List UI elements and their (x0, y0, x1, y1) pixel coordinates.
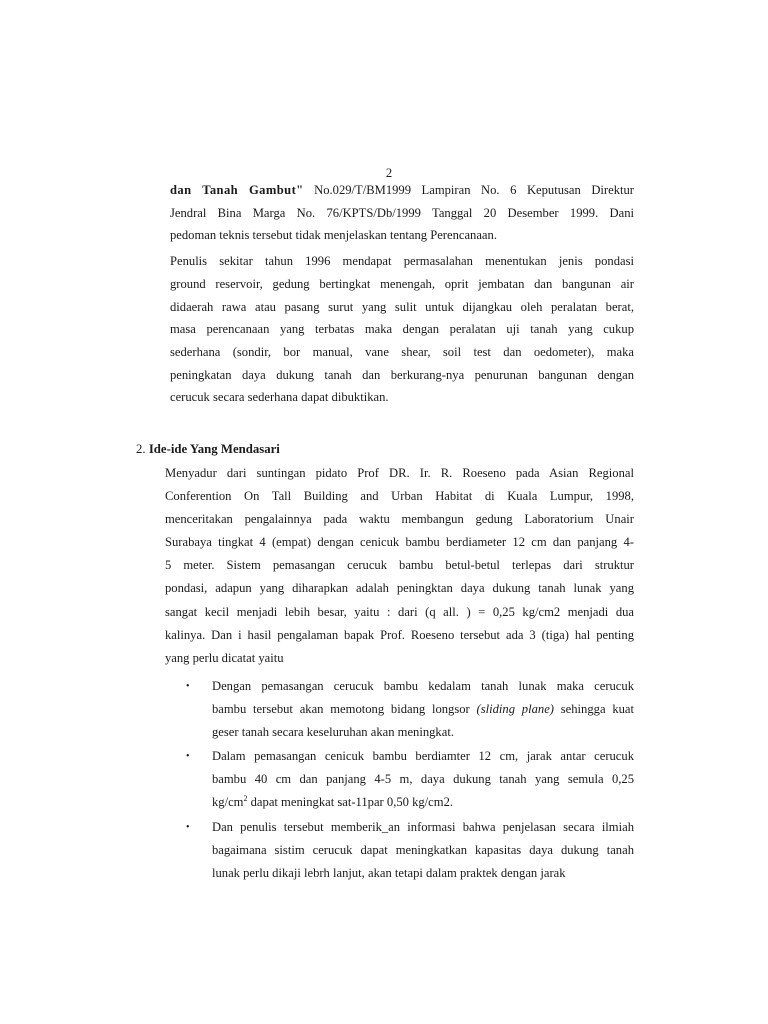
bullet-2-line-3-post: dapat meningkat sat-11par 0,50 kg/cm2. (247, 795, 454, 810)
intro-p2-line-2: ground reservoir, gedung bertingkat menengah, oprit jembatan dan bangunan air (170, 276, 634, 291)
bullet-2-line-3-pre: kg/cm (212, 795, 244, 810)
intro-p1-line-3: pedoman teknis tersebut tidak menjelaskan tentang Perencanaan. (170, 228, 497, 243)
bullet-item-3 (186, 816, 634, 885)
bullet-3-line-2: bagaimana sistim cerucuk dapat meningkatkan kapasitas daya dukung tanah (212, 842, 634, 857)
bullet-dot-icon: • (186, 821, 190, 833)
s2-line-6: pondasi, adapun yang diharapkan adalah peningktan daya dukung tanah lunak yang (165, 581, 634, 596)
s2-line-2: Conferention On Tall Building and Urban Habitat di Kuala Lumpur, 1998, (165, 489, 634, 504)
bullet-3-line-3: lunak perlu dikaji lebrh lanjut, akan tetapi dalam praktek dengan jarak (212, 865, 566, 880)
intro-p2-line-1: Penulis sekitar tahun 1996 mendapat permasalahan menentukan jenis pondasi (170, 254, 634, 269)
intro-text (170, 179, 634, 409)
bullet-item-1 (186, 675, 634, 744)
bullet-dot-icon: • (186, 751, 190, 763)
page-number: 2 (385, 166, 393, 180)
bullet-2-line-3 (212, 791, 634, 814)
bullet-list (186, 675, 634, 886)
s2-line-4: Surabaya tingkat 4 (empat) dengan cenicuk bambu berdiameter 12 cm dan panjang 4- (165, 535, 634, 550)
s2-line-8: kalinya. Dan i hasil pengalaman bapak Prof. Roeseno tersebut ada 3 (tiga) hal penting (165, 627, 634, 642)
s2-line-3: menceritakan pengalainnya pada waktu membangun gedung Laboratorium Unair (165, 512, 634, 527)
bullet-1-line-2-pre: bambu tersebut akan memotong bidang longsor (212, 702, 477, 717)
section-title: Ide-ide Yang Mendasari (148, 442, 280, 456)
bullet-1-line-2-post: sehingga kuat (553, 702, 634, 717)
intro-p2-line-4: masa perencanaan yang terbatas maka dengan peralatan uji tanah yang cukup (170, 322, 634, 337)
intro-p2-line-3: didaerah rawa atau pasang surut yang sulit untuk dijangkau oleh peralatan berat, (170, 299, 634, 314)
s2-line-1: Menyadur dari suntingan pidato Prof DR. Ir. R. Roeseno pada Asian Regional (165, 466, 634, 480)
intro-paragraph-2 (170, 250, 634, 409)
gambut-title-fragment: dan Tanah Gambut" (170, 183, 304, 197)
intro-p1-line-1 (170, 179, 634, 202)
bullet-3-line-1: Dan penulis tersebut memberik_an informasi bahwa penjelasan secara ilmiah (212, 819, 634, 834)
bullet-1-line-2 (212, 698, 634, 721)
intro-p2-line-6: peningkatan daya dukung tanah dan berkurang-nya penurunan bangunan dengan (170, 367, 634, 382)
section-2-paragraph (165, 462, 634, 670)
bullet-item-2 (186, 745, 634, 814)
intro-p2-line-7: cerucuk secara sederhana dapat dibuktikan. (170, 390, 389, 405)
intro-p1-line-2: Jendral Bina Marga No. 76/KPTS/Db/1999 Tanggal 20 Desember 1999. Dani (170, 205, 634, 220)
section-number: 2. (136, 442, 146, 456)
sliding-plane-term: (sliding plane) (476, 702, 554, 717)
bullet-2-line-1: Dalam pemasangan cenicuk bambu berdiamter 12 cm, jarak antar cerucuk (212, 749, 634, 764)
bullet-2-line-2: bambu 40 cm dan panjang 4-5 m, daya dukung tanah yang semula 0,25 (212, 772, 634, 787)
bullet-dot-icon: • (186, 681, 190, 692)
bullet-1-line-1: Dengan pemasangan cerucuk bambu kedalam tanah lunak maka cerucuk (212, 679, 634, 693)
intro-p2-line-5: sederhana (sondir, bor manual, vane shear, soil test dan oedometer), maka (170, 344, 634, 359)
s2-line-9: yang perlu dicatat yaitu (165, 650, 284, 665)
bullet-1-line-3: geser tanah secara keseluruhan akan meningkat. (212, 725, 454, 740)
section-2-heading (136, 442, 280, 457)
s2-line-5: 5 meter. Sistem pemasangan cerucuk bambu betul-betul terlepas dari struktur (165, 558, 634, 573)
intro-paragraph-1 (170, 179, 634, 247)
intro-p1-line-1-rest: No.029/T/BM1999 Lampiran No. 6 Keputusan Direktur (303, 183, 635, 197)
superscript-2: 2 (243, 794, 248, 804)
s2-line-7: sangat kecil menjadi lebih besar, yaitu : dari (q all. ) = 0,25 kg/cm2 menjadi dua (165, 604, 634, 619)
